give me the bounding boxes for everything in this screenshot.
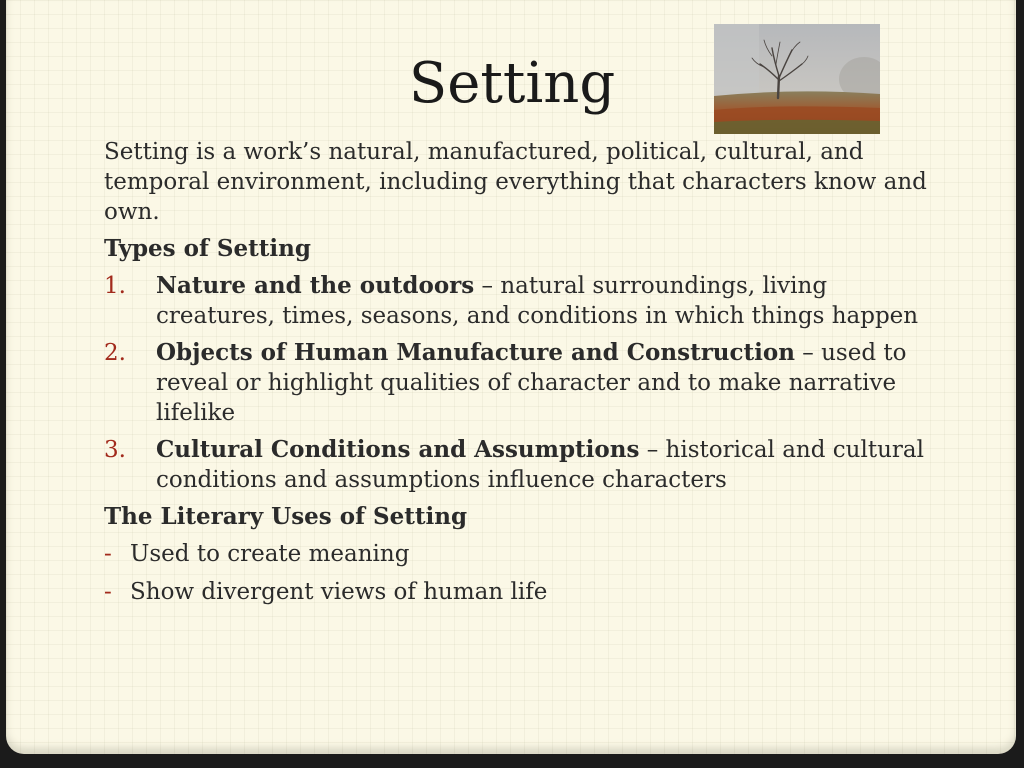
intro-paragraph: Setting is a work’s natural, manufactured, political, cultural, and temporal environment, including everything that characters know and own. [104, 139, 927, 225]
type-term: Nature and the outdoors [156, 272, 475, 299]
dash-marker: - [104, 579, 112, 605]
list-number: 3. [104, 437, 126, 463]
type-term: Objects of Human Manufacture and Construction [156, 339, 795, 366]
types-heading: Types of Setting [104, 235, 311, 262]
types-list [104, 271, 934, 495]
list-number: 1. [104, 273, 126, 299]
use-text: Show divergent views of human life [130, 579, 548, 605]
type-description: – natural surroundings, living creatures, times, seasons, and conditions in which things happen [156, 273, 919, 329]
list-number: 2. [104, 340, 126, 366]
uses-list [104, 539, 934, 607]
list-item [104, 539, 934, 569]
use-text: Used to create meaning [130, 541, 410, 567]
slide-body [104, 137, 934, 615]
type-term: Cultural Conditions and Assumptions [156, 436, 640, 463]
list-item [104, 338, 934, 428]
list-item [104, 435, 934, 495]
dash-marker: - [104, 541, 112, 567]
list-item [104, 577, 934, 607]
uses-heading: The Literary Uses of Setting [104, 503, 468, 530]
slide [6, 0, 1016, 754]
type-description: – used to reveal or highlight qualities of character and to make narrative lifelike [156, 340, 907, 426]
type-description: – historical and cultural conditions and assumptions influence characters [156, 437, 924, 493]
foggy-tree-landscape-image [714, 24, 880, 134]
slide-title: Setting [408, 51, 616, 116]
list-item [104, 271, 934, 331]
